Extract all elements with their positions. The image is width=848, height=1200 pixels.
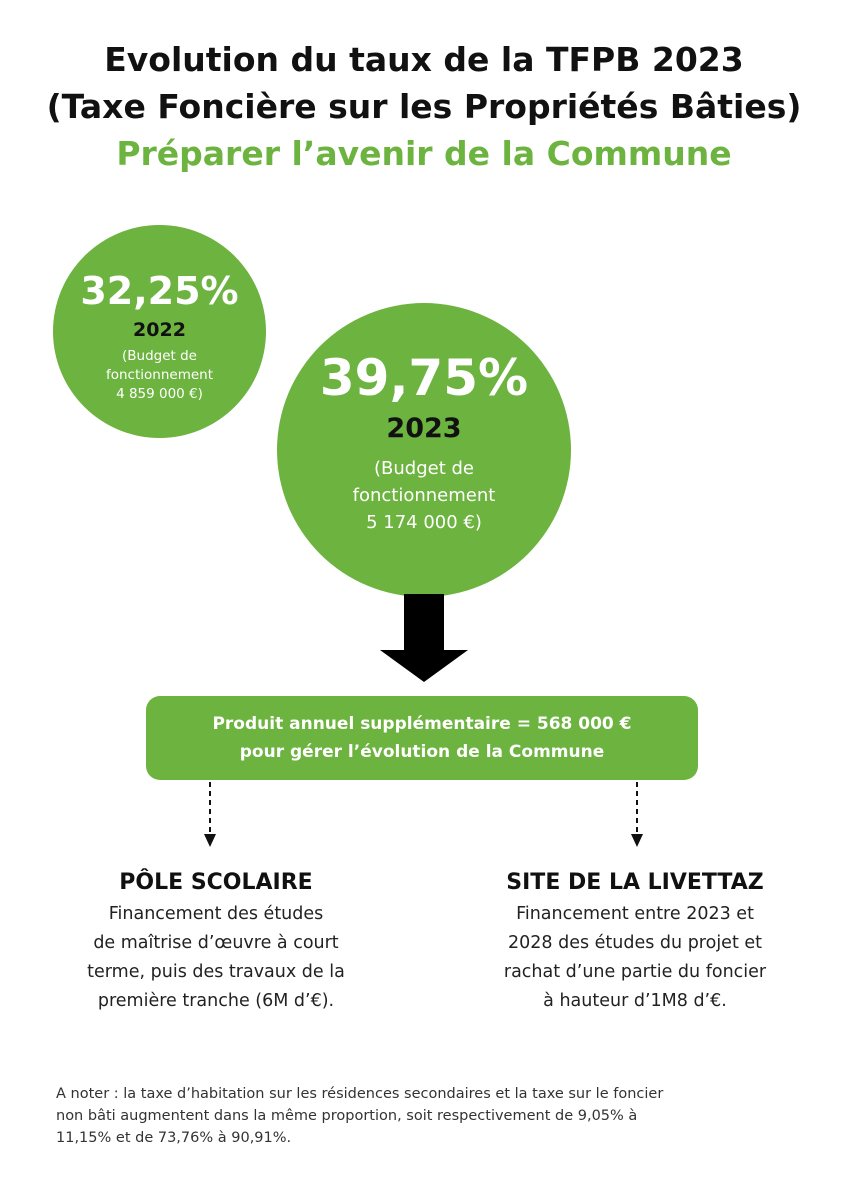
destination-body-line: de maîtrise d’œuvre à court [93,933,339,953]
destination-title: SITE DE LA LIVETTAZ [506,870,764,895]
rate-2023: 39,75% [319,349,529,407]
product-box-line-1: Produit annuel supplémentaire = 568 000 € [212,714,632,734]
budget-2023-line: fonctionnement [352,485,496,506]
title-line-2: (Taxe Foncière sur les Propriétés Bâties) [46,87,802,126]
destination-body [425,900,845,1016]
destination-pole-scolaire [6,868,426,1016]
destination-body-line: Financement entre 2023 et [516,904,754,924]
product-box [146,696,698,780]
circle-2023 [277,303,571,597]
destination-body-line: 2028 des études du projet et [508,933,762,953]
budget-2022-line: 4 859 000 €) [116,386,203,402]
budget-2022 [53,347,266,404]
destination-site-livettaz [425,868,845,1016]
circle-2022 [53,225,266,438]
budget-2022-line: (Budget de [122,348,197,364]
destination-title: PÔLE SCOLAIRE [119,870,313,895]
year-2023: 2023 [386,413,462,444]
budget-2023-line: (Budget de [374,458,474,479]
budget-2023 [277,455,571,536]
destination-body-line: terme, puis des travaux de la [87,962,345,982]
destination-body [6,900,426,1016]
title-line-1: Evolution du taux de la TFPB 2023 [104,40,744,79]
budget-2022-line: fonctionnement [105,367,214,383]
dashed-arrow-down-icon [203,782,217,848]
destination-body-line: rachat d’une partie du foncier [503,962,767,982]
footnote-line: 11,15% et de 73,76% à 90,91%. [56,1130,292,1146]
footnote [56,1083,816,1149]
down-arrow-icon [380,594,468,682]
budget-2023-line: 5 174 000 €) [366,512,482,533]
rate-2022: 32,25% [80,269,239,313]
destination-body-line: première tranche (6M d’€). [97,991,335,1011]
footnote-line: non bâti augmentent dans la même proportion, soit respectivement de 9,05% à [56,1108,638,1124]
footnote-line: A noter : la taxe d’habitation sur les résidences secondaires et la taxe sur le foncier [56,1086,664,1102]
year-2022: 2022 [133,319,186,341]
destination-body-line: Financement des études [108,904,324,924]
dashed-arrow-down-icon [630,782,644,848]
product-box-line-2: pour gérer l’évolution de la Commune [239,742,605,762]
destination-body-line: à hauteur d’1M8 d’€. [543,991,727,1011]
subtitle: Préparer l’avenir de la Commune [116,134,732,173]
